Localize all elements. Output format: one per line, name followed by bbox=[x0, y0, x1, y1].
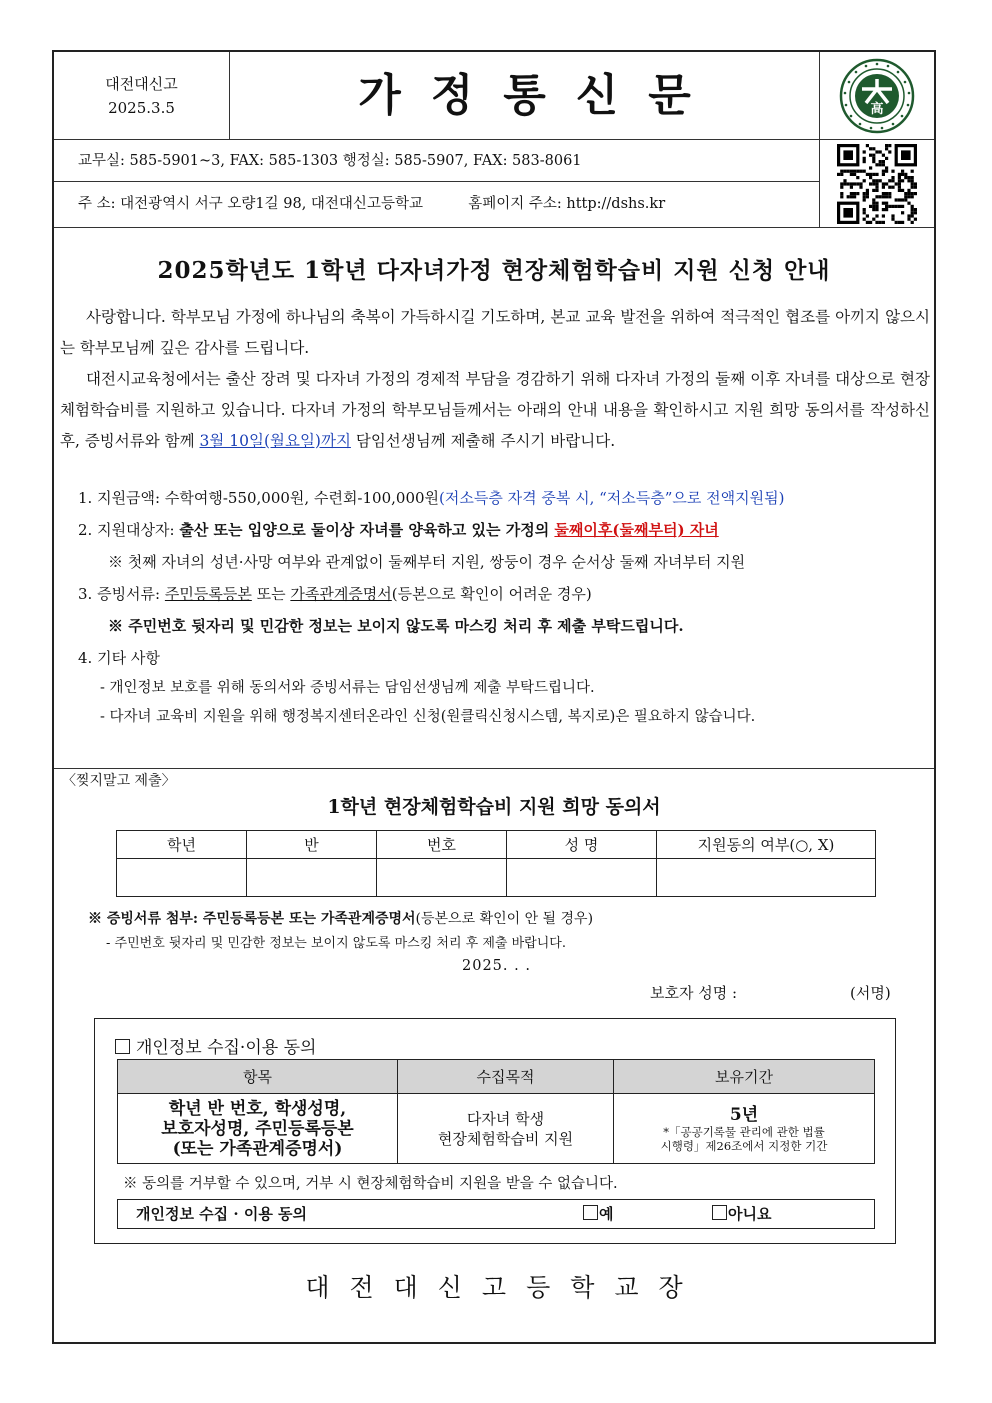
cut-line bbox=[54, 768, 934, 769]
grade-field[interactable] bbox=[117, 859, 247, 897]
col-name: 성 명 bbox=[507, 831, 657, 859]
document-note-b: (등본으로 확인이 안 될 경우) bbox=[415, 911, 594, 927]
item1-note: (저소득층 자격 중복 시, “저소득층”으로 전액지원됨) bbox=[439, 489, 785, 507]
date-line: 2025. . . bbox=[462, 958, 531, 974]
document-note-a: ※ 증빙서류 첨부: 주민등록등본 또는 가족관계증명서 bbox=[88, 911, 416, 927]
header-top-row bbox=[54, 52, 934, 140]
class-field[interactable] bbox=[247, 859, 377, 897]
privacy-agree-label: 개인정보 수집 · 이용 동의 bbox=[136, 1205, 308, 1223]
privacy-table-row bbox=[118, 1094, 875, 1164]
address-label: 주 소: bbox=[78, 196, 116, 212]
homepage-label: 홈페이지 주소: bbox=[468, 196, 562, 212]
signature-mark: (서명) bbox=[850, 984, 891, 1002]
list-item-documents-note: ※ 주민번호 뒷자리 및 민감한 정보는 보이지 않도록 마스킹 처리 후 제출 부탁드립니다. bbox=[108, 617, 684, 635]
guidance-text-b: 담임선생님께 제출해 주시기 바랍니다. bbox=[350, 432, 616, 450]
item3-or: 또는 bbox=[251, 585, 291, 603]
col-grade: 학년 bbox=[117, 831, 247, 859]
contact-row: 교무실: 585-5901~3, FAX: 585-1303 행정실: 585-5907, FAX: 583-8061 bbox=[54, 140, 820, 182]
item2-highlight: 둘째이후(둘째부터) 자녀 bbox=[554, 521, 719, 539]
list-item-amount bbox=[78, 482, 928, 514]
period-cell bbox=[614, 1094, 875, 1164]
privacy-heading-text: 개인정보 수집·이용 동의 bbox=[136, 1038, 317, 1058]
privacy-consent-box bbox=[94, 1018, 896, 1244]
checkbox-icon[interactable] bbox=[115, 1039, 130, 1054]
col-class: 반 bbox=[247, 831, 377, 859]
item2-label: 2. 지원대상자: bbox=[78, 521, 180, 539]
list-item-other-dash2: - 다자녀 교육비 지원을 위해 행정복지센터온라인 신청(원클릭신청시스템, 복지로)은 필요하지 않습니다. bbox=[100, 709, 756, 725]
privacy-agree-row bbox=[117, 1199, 875, 1229]
agree-no-label: 아니요 bbox=[728, 1205, 772, 1223]
privacy-heading bbox=[115, 1033, 316, 1058]
issue-date: 2025.3.5 bbox=[108, 99, 175, 117]
list-item-target bbox=[78, 514, 928, 546]
period-note1: *「공공기록물 관리에 관한 법률 bbox=[663, 1124, 825, 1139]
address-row bbox=[54, 182, 820, 227]
list-item-documents bbox=[78, 578, 928, 610]
document-page bbox=[52, 50, 936, 1344]
list-item-target-note: ※ 첫째 자녀의 성년·사망 여부와 관계없이 둘째부터 지원, 쌍둥이 경우 순서상 둘째 자녀부터 지원 bbox=[108, 553, 746, 571]
consent-table bbox=[116, 830, 876, 897]
item3-doc2: 가족관계증명서 bbox=[290, 585, 392, 603]
item3-note: (등본으로 확인이 어려운 경우) bbox=[391, 585, 592, 603]
notice-title: 2025학년도 1학년 다자녀가정 현장체험학습비 지원 신청 안내 bbox=[157, 257, 831, 284]
principal-signature: 대전대신고등학교장 bbox=[305, 1273, 703, 1302]
document-note bbox=[88, 908, 593, 928]
col-consent: 지원동의 여부(○, X) bbox=[657, 831, 876, 859]
agree-no-option[interactable] bbox=[712, 1200, 771, 1228]
number-field[interactable] bbox=[377, 859, 507, 897]
school-logo bbox=[820, 52, 934, 140]
agree-yes-option[interactable] bbox=[583, 1200, 614, 1228]
list-item-other-dash1: - 개인정보 보호를 위해 동의서와 증빙서류는 담임선생님께 제출 부탁드립니다. bbox=[100, 680, 595, 696]
col-number: 번호 bbox=[377, 831, 507, 859]
header-divider bbox=[54, 227, 934, 228]
item3-label: 3. 증빙서류: bbox=[78, 585, 165, 603]
col-purpose: 수집목적 bbox=[398, 1060, 614, 1094]
items-line1: 학년 반 번호, 학생성명, bbox=[168, 1098, 347, 1119]
col-items: 항목 bbox=[118, 1060, 398, 1094]
cut-label: 〈찢지말고 제출〉 bbox=[62, 773, 176, 789]
item3-doc1: 주민등록등본 bbox=[164, 585, 252, 603]
name-field[interactable] bbox=[507, 859, 657, 897]
school-name: 대전대신고 bbox=[105, 75, 178, 93]
school-emblem-icon bbox=[838, 57, 916, 135]
masking-note: - 주민번호 뒷자리 및 민감한 정보는 보이지 않도록 마스킹 처리 후 제출 바랍니다. bbox=[106, 936, 566, 951]
guardian-name-label: 보호자 성명 : bbox=[650, 984, 738, 1002]
deadline: 3월 10일(월요일)까지 bbox=[199, 432, 351, 450]
purpose-line1: 다자녀 학생 bbox=[466, 1109, 545, 1128]
item1-text: 수학여행-550,000원, 수련회-100,000원 bbox=[164, 489, 440, 507]
greeting-paragraph: 사랑합니다. 학부모님 가정에 하나님의 축복이 가득하시길 기도하며, 본교 교육 발전을 위하여 적극적인 협조를 아끼지 않으시는 학부모님께 깊은 감사를 드립니다. bbox=[60, 308, 930, 357]
item2-text: 출산 또는 입양으로 둘이상 자녀를 양육하고 있는 가정의 bbox=[179, 521, 555, 539]
period-note2: 시행령」제26조에서 지정한 기간 bbox=[660, 1138, 828, 1153]
guidance-paragraph bbox=[60, 364, 930, 457]
notice-list bbox=[78, 482, 928, 732]
guidance-text-a: 대전시교육청에서는 출산 장려 및 다자녀 가정의 경제적 부담을 경감하기 위해 다자녀 가정의 둘째 이후 자녀를 대상으로 현장체험학습비를 지원하고 있습니다. 다자녀 가정의 학부모님들께서는 아래의 안내 내용을 확인하시고 지원 희망 동의서를 작성하신 후, 증빙서류와 함께 bbox=[60, 370, 930, 450]
items-cell bbox=[118, 1094, 398, 1164]
col-period: 보유기간 bbox=[614, 1060, 875, 1094]
items-line2: 보호자성명, 주민등록등본 bbox=[161, 1118, 354, 1139]
item1-label: 1. 지원금액: bbox=[78, 489, 165, 507]
homepage-url: http://dshs.kr bbox=[566, 196, 666, 212]
consent-field[interactable] bbox=[657, 859, 876, 897]
checkbox-icon[interactable] bbox=[712, 1205, 727, 1220]
consent-table-header bbox=[117, 831, 876, 859]
school-date-cell bbox=[54, 52, 230, 140]
privacy-table-header bbox=[118, 1060, 875, 1094]
agree-yes-label: 예 bbox=[599, 1205, 614, 1223]
consent-form-title: 1학년 현장체험학습비 지원 희망 동의서 bbox=[327, 796, 661, 818]
notice-body bbox=[60, 302, 930, 457]
address-text: 대전광역시 서구 오량1길 98, 대전대신고등학교 bbox=[120, 196, 423, 212]
list-item-other: 4. 기타 사항 bbox=[78, 649, 160, 667]
purpose-line2: 현장체험학습비 지원 bbox=[437, 1129, 574, 1148]
consent-table-row bbox=[117, 859, 876, 897]
document-title: 가정통신문 bbox=[230, 52, 820, 140]
checkbox-icon[interactable] bbox=[583, 1205, 598, 1220]
svg-text:高: 高 bbox=[870, 102, 884, 117]
privacy-table bbox=[117, 1059, 875, 1164]
purpose-cell bbox=[398, 1094, 614, 1164]
items-line3: (또는 가족관계증명서) bbox=[172, 1138, 343, 1159]
period-value: 5년 bbox=[729, 1104, 759, 1125]
qr-code-cell bbox=[820, 140, 934, 227]
refuse-note: ※ 동의를 거부할 수 있으며, 거부 시 현장체험학습비 지원을 받을 수 없습니다. bbox=[123, 1176, 618, 1192]
qr-code-icon bbox=[837, 144, 917, 224]
